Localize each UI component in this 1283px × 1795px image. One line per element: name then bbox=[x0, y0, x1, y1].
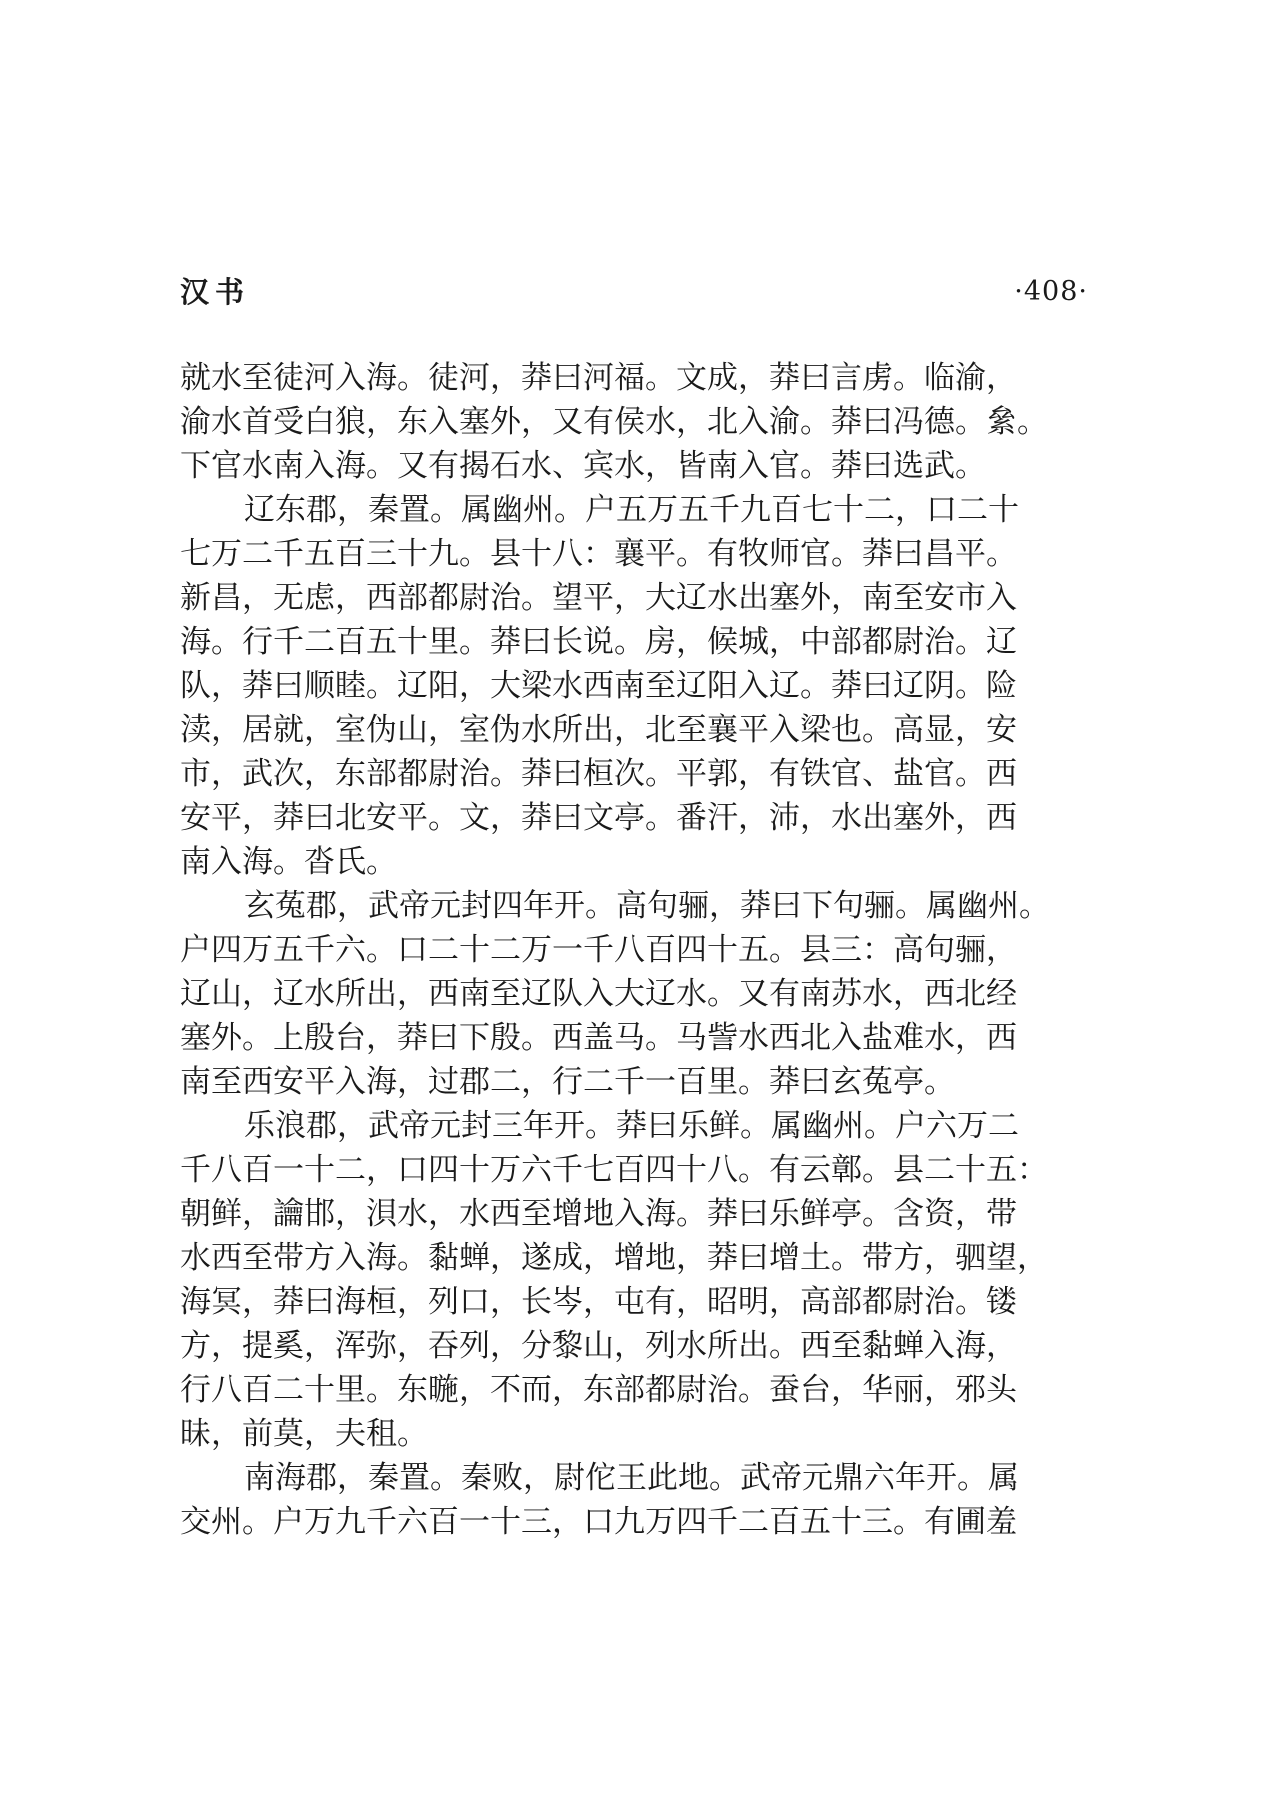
text-line: 昧，前莫，夫租。 bbox=[180, 1416, 428, 1452]
text-line: 水西至带方入海。黏蝉，遂成，增地，莽曰增土。带方，驷望， bbox=[180, 1240, 1048, 1276]
text-line: 海冥，莽曰海桓，列口，长岑，屯有，昭明，高部都尉治。镂 bbox=[180, 1284, 1017, 1320]
paragraph-start-line: 乐浪郡，武帝元封三年开。莽曰乐鲜。属幽州。户六万二 bbox=[244, 1108, 1019, 1144]
text-line: 千八百一十二，口四十万六千七百四十八。有云鄣。县二十五： bbox=[180, 1152, 1048, 1188]
text-line: 渎，居就，室伪山，室伪水所出，北至襄平入梁也。高显，安 bbox=[180, 712, 1017, 748]
text-line: 户四万五千六。口二十二万一千八百四十五。县三：高句骊， bbox=[180, 932, 1017, 968]
text-line: 就水至徒河入海。徒河，莽曰河福。文成，莽曰言虏。临渝， bbox=[180, 360, 1017, 396]
text-line: 辽山，辽水所出，西南至辽队入大辽水。又有南苏水，西北经 bbox=[180, 976, 1017, 1012]
text-line: 方，提奚，浑弥，吞列，分黎山，列水所出。西至黏蝉入海， bbox=[180, 1328, 1017, 1364]
text-line: 交州。户万九千六百一十三，口九万四千二百五十三。有圃羞 bbox=[180, 1504, 1017, 1540]
text-line: 渝水首受白狼，东入塞外，又有侯水，北入渝。莽曰冯德。絫。 bbox=[180, 404, 1048, 440]
paragraph-start-line: 玄菟郡，武帝元封四年开。高句骊，莽曰下句骊。属幽州。 bbox=[244, 888, 1050, 924]
text-line: 南入海。沓氏。 bbox=[180, 844, 397, 880]
text-line: 新昌，无虑，西部都尉治。望平，大辽水出塞外，南至安市入 bbox=[180, 580, 1017, 616]
text-line: 海。行千二百五十里。莽曰长说。房，候城，中部都尉治。辽 bbox=[180, 624, 1017, 660]
text-line: 七万二千五百三十九。县十八：襄平。有牧师官。莽曰昌平。 bbox=[180, 536, 1017, 572]
text-line: 安平，莽曰北安平。文，莽曰文亭。番汗，沛，水出塞外，西 bbox=[180, 800, 1017, 836]
paragraph-start-line: 南海郡，秦置。秦败，尉佗王此地。武帝元鼎六年开。属 bbox=[244, 1460, 1019, 1496]
page-body bbox=[180, 356, 1088, 1544]
text-line: 南至西安平入海，过郡二，行二千一百里。莽曰玄菟亭。 bbox=[180, 1064, 955, 1100]
text-line: 朝鲜，讑邯，浿水，水西至增地入海。莽曰乐鲜亭。含资，带 bbox=[180, 1196, 1017, 1232]
text-line: 市，武次，东部都尉治。莽曰桓次。平郭，有铁官、盐官。西 bbox=[180, 756, 1017, 792]
page-number: ·408· bbox=[1014, 276, 1088, 307]
text-line: 塞外。上殷台，莽曰下殷。西盖马。马訾水西北入盐难水，西 bbox=[180, 1020, 1017, 1056]
page-header bbox=[180, 272, 1088, 312]
text-line: 下官水南入海。又有揭石水、宾水，皆南入官。莽曰选武。 bbox=[180, 448, 986, 484]
text-line: 行八百二十里。东暆，不而，东部都尉治。蚕台，华丽，邪头 bbox=[180, 1372, 1017, 1408]
book-title: 汉书 bbox=[180, 275, 251, 309]
text-line: 队，莽曰顺睦。辽阳，大梁水西南至辽阳入辽。莽曰辽阴。险 bbox=[180, 668, 1017, 704]
paragraph-start-line: 辽东郡，秦置。属幽州。户五万五千九百七十二，口二十 bbox=[244, 492, 1019, 528]
